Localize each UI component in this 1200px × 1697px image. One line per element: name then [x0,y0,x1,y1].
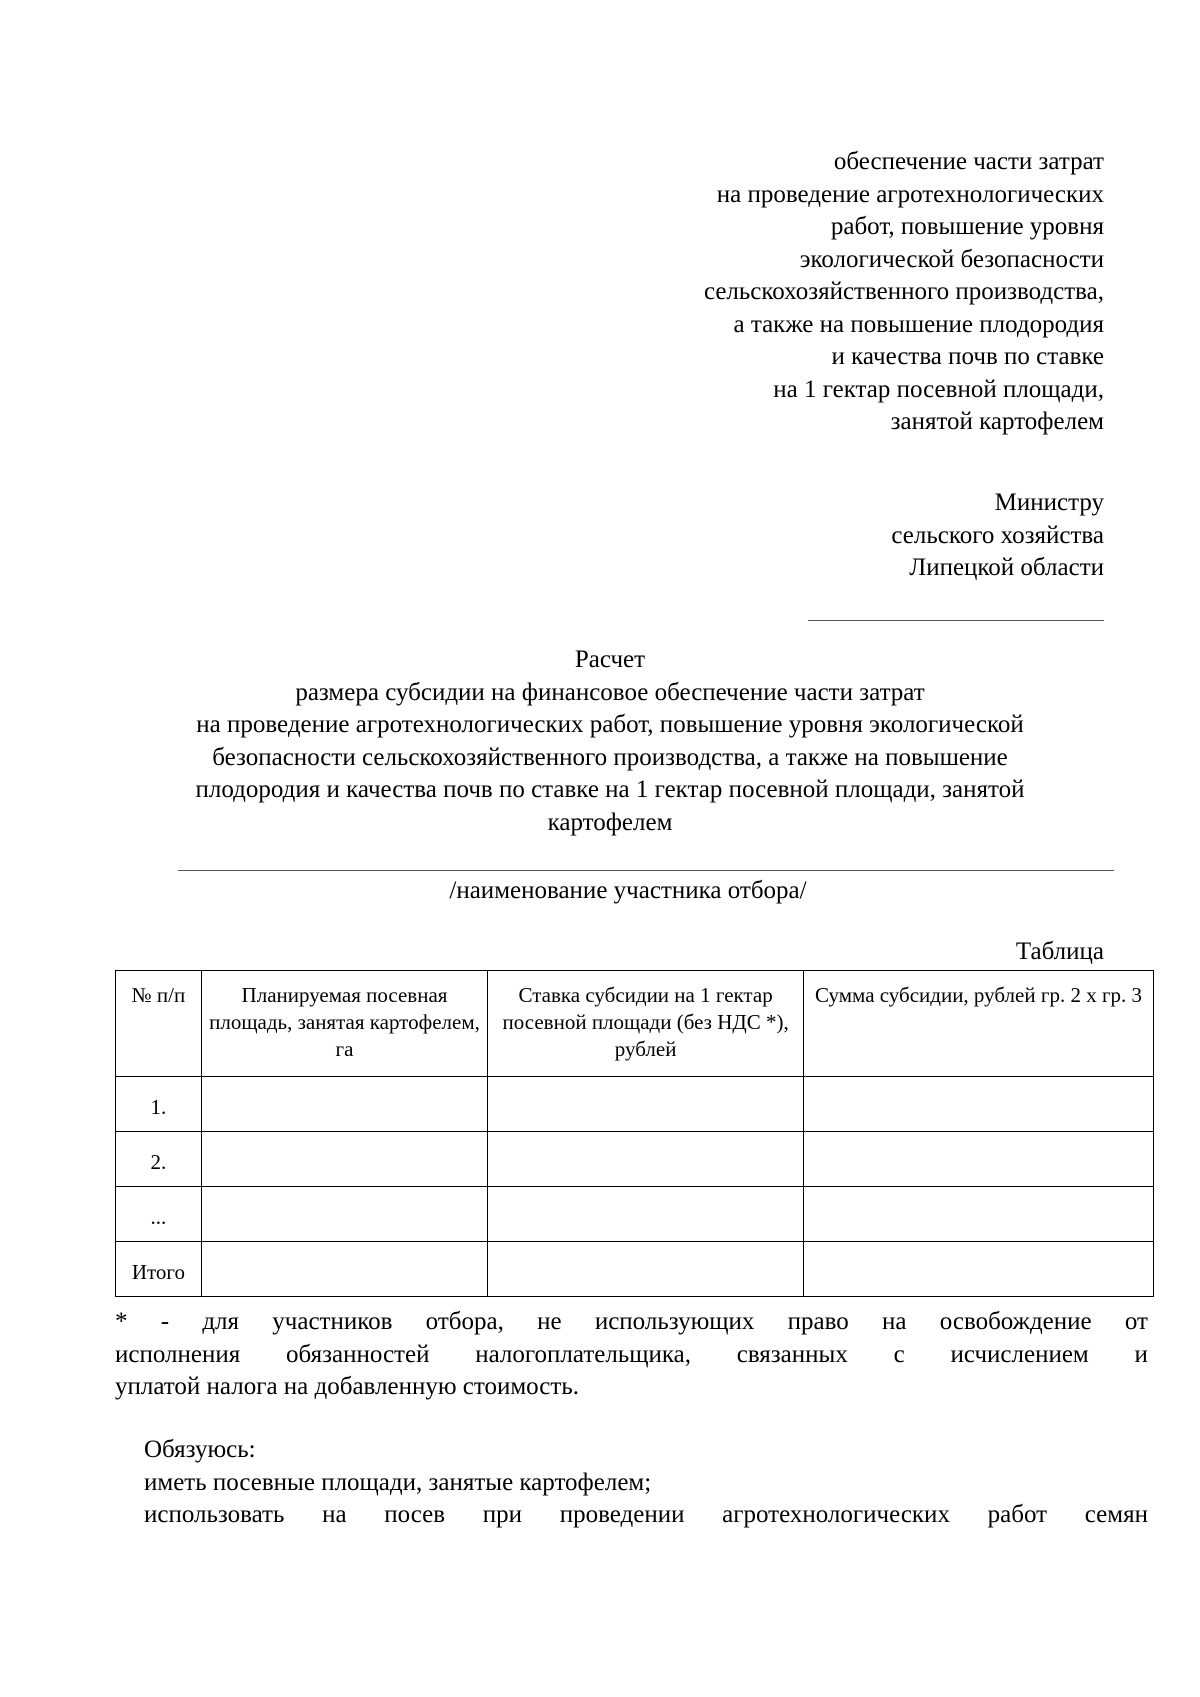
header-line: и качества почв по ставке [831,343,1104,370]
participant-name-caption: /наименование участника отбора/ [449,877,807,904]
footnote-word: обязанностей [286,1340,430,1368]
header-line: на 1 гектар посевной площади, [773,375,1104,403]
obligation-word: на [322,1501,347,1528]
cell-rate [488,1187,804,1242]
title-line: картофелем [547,808,673,836]
header-line: обеспечение части затрат [833,148,1104,175]
cell-rate [488,1242,804,1297]
header-subsidy-sum: Сумма субсидии, рублей гр. 2 х гр. 3 [804,971,1154,1077]
obligations-section [144,1434,1148,1532]
title-line: размера субсидии на финансовое обеспечение части затрат [295,678,925,706]
row-number: 1. [116,1077,202,1132]
obligations-heading: Обязуюсь: [144,1436,256,1463]
footnote-word: * [115,1308,128,1335]
footnote-word: от [1124,1308,1148,1335]
footnote-line [115,1306,1148,1339]
header-subsidy-rate: Ставка субсидии на 1 гектар посевной площади (без НДС *), рублей [488,971,804,1077]
cell-sum [804,1242,1154,1297]
row-number: 2. [116,1132,202,1187]
footnote-word: связанных [736,1340,848,1368]
table-header-row [116,971,1154,1077]
footnote-line [115,1339,1148,1372]
footnote-word: исчислением [950,1340,1089,1368]
title-line: безопасности сельскохозяйственного производства, а также на повышение [212,743,1008,771]
title-line: плодородия и качества почв по ставке на 1 гектар посевной площади, занятой [195,776,1025,803]
obligation-word: работ [987,1501,1048,1528]
header-line: экологической безопасности [799,245,1104,273]
cell-sum [804,1132,1154,1187]
table-label: Таблица [1015,938,1104,965]
title-line: Расчет [574,646,646,673]
obligation-line [144,1499,1148,1532]
obligation-word: семян [1084,1501,1148,1528]
footnote-word: освобождение [939,1308,1092,1335]
addressee-line: Липецкой области [909,554,1104,581]
footnote-word: - [160,1308,170,1335]
cell-area [201,1132,487,1187]
header-planned-area: Планируемая посевная площадь, занятая картофелем, га [201,971,487,1077]
footnote-word: с [893,1340,905,1368]
addressee-line: Министру [994,489,1104,516]
cell-rate [488,1132,804,1187]
signature-fill-line [808,620,1104,621]
footnote-word: использующих [594,1308,755,1335]
cell-area [201,1077,487,1132]
footnote-word: на [882,1308,907,1335]
cell-sum [804,1077,1154,1132]
footnote-word: и [1134,1340,1148,1368]
obligation-word: посев [384,1501,446,1528]
footnote-word: налогоплательщика, [475,1340,691,1368]
footnote-word: для [202,1308,240,1335]
participant-name-fill-line [178,870,1114,871]
footnote-line: уплатой налога на добавленную стоимость. [115,1373,579,1400]
obligation-line: иметь посевные площади, занятые картофелем; [144,1468,652,1496]
addressee-line: сельского хозяйства [891,521,1104,549]
cell-rate [488,1077,804,1132]
footnote-word: право [787,1308,849,1335]
header-line: занятой картофелем [890,408,1104,435]
obligation-word: использовать [144,1501,285,1528]
obligation-word: проведении [559,1501,685,1528]
footnote-word: участников [272,1308,393,1335]
header-line: а также на повышение плодородия [733,310,1104,338]
header-line: работ, повышение уровня [830,213,1104,240]
row-number: ... [116,1187,202,1242]
header-line: на проведение агротехнологических [716,180,1104,208]
obligation-word: агротехнологических [722,1501,950,1528]
addressee-block [891,487,1104,585]
cell-area [201,1242,487,1297]
subsidy-calculation-table [115,970,1154,1297]
row-total-label: Итого [116,1242,202,1297]
footnote-word: исполнения [115,1340,241,1368]
table-row [116,1187,1154,1242]
table-total-row [116,1242,1154,1297]
header-number: № п/п [116,971,202,1077]
header-line: сельскохозяйственного производства, [703,278,1104,305]
table-row [116,1077,1154,1132]
document-title [120,644,1100,839]
title-line: на проведение агротехнологических работ, повышение уровня экологической [196,711,1024,738]
vat-footnote [115,1306,1148,1404]
cell-area [201,1187,487,1242]
table-row [116,1132,1154,1187]
recipient-header-block [704,146,1104,439]
obligation-word: при [482,1501,523,1528]
cell-sum [804,1187,1154,1242]
footnote-word: отбора, [425,1308,504,1335]
footnote-word: не [537,1308,562,1335]
